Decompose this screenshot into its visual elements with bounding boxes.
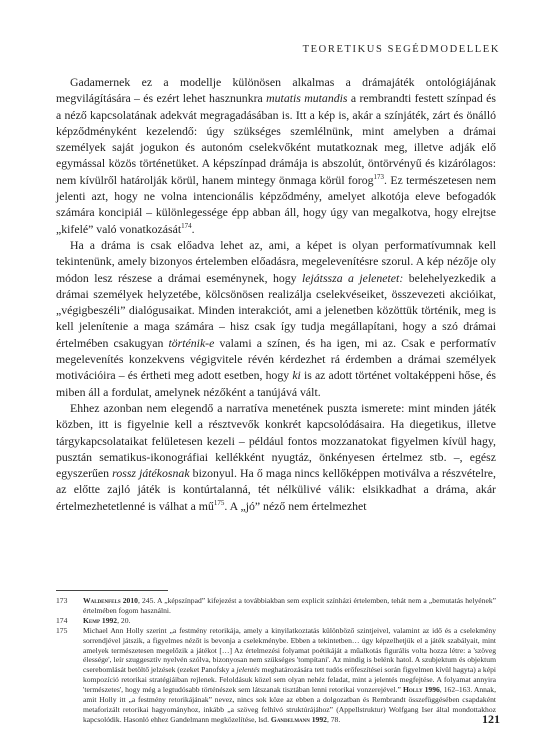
text-run: történik-e xyxy=(168,335,215,350)
text-run: . xyxy=(191,221,195,236)
running-header: TEORETIKUS SEGÉDMODELLEK xyxy=(302,44,500,55)
text-run: lejátssza a jelenetet: xyxy=(301,270,404,285)
text-run: Ehhez azonban nem elegendő a narratíva menetének puszta ismerete: mint minden játék közben, itt is figyelnie kell a résztvevők konkrét kapcsolódásaira. Ha diegetikus, illetve tárgykapcsolataikat felületesen kezeli – például fontos mozzanatokat figyelmen kívül hagy, pusztán sematikus-ikonográfiai kellékként nyugtáz, önkényesen értelmez stb. –, egész egyszerűen xyxy=(56,400,496,481)
footnote-ref: 173 xyxy=(373,172,385,181)
text-run: jelentés xyxy=(236,665,260,675)
text-run: mutatis mutandis xyxy=(266,91,348,106)
text-run: is az adott történet voltaképpeni hőse, és miben áll a fordulat, amelynek nézőként a tanújává vált. xyxy=(56,368,497,399)
citation: Holly 1996 xyxy=(402,685,440,695)
citation: Gandelmann 1992 xyxy=(270,714,327,724)
footnote xyxy=(56,596,496,616)
text-run: . Ez természetesen nem jelenti azt, hogy ne volna intencionális képződmény, amelyet alkotója eleve befogadók számára koncipiál – különlegessége épp abban áll, hogy úgy van megalkotva, hogy elrejtse „kifelé” való vonatkozását xyxy=(56,172,496,236)
text-run: belehelyezkedik a drámai személyek helyzetébe, kölcsönösen realizálja cselekvéseiket, összevezeti akcióikat, „végigbeszéli” dialógusaikat. Minden interakciót, ami a jelenetben közöttük történik, meg is kell jelenítenie a maga számára – hisz csak így tudja megállapítani, hogy a szó drámai értelmében csakugyan xyxy=(56,270,496,350)
footnote xyxy=(56,626,496,725)
footnote-text xyxy=(83,616,496,626)
text-run: bizonyul. Ha ő maga nincs kellőképpen motiválva a részvételre, az előtte zajló játék is kontúrtalanná, tét nélkülivé válik: elsikkadhat a dráma, akár értelmezhetetlenné is válhat a mű xyxy=(56,466,496,513)
footnote xyxy=(56,616,496,626)
footnote-number: 175 xyxy=(56,625,68,635)
text-run: , 162–163. Annak, amit Holly itt „a festmény retorikájának” nevez, nincs sok köze az ebben a dolgozatban és Rembrandt összefüggésében csapdaként metaforizált retorikai hagyományhoz, inkább „a szöveg felhívó struktúrájához” (Appellstruktur) Wolfgang Iser által mondottakhoz kapcsolódik. Hasonló ehhez Gandelmann megközelítése, lsd. xyxy=(83,685,496,724)
text-run: , 78. xyxy=(326,714,341,724)
footnote-ref: 174 xyxy=(181,221,192,230)
footnote-rule xyxy=(56,590,168,591)
text-run: Ha a dráma is csak előadva lehet az, ami, a képet is olyan performatívumnak kell tekintenünk, amely bizonyos értelemben előadásra, megelevenítésre szorul. A kép nézője oly módon lesz részese a drámai eseménynek, hogy xyxy=(56,237,496,285)
text-run: meghatározására tett tudós erőfeszítései során figyelmen kívül hagyta) a képi kompozíció retorikai stratégiáiban rejlenek. Feloldásuk közel sem olyan nehéz feladat, mint a jelentés megfejtése. A folyamat annyira 'természetes', hogy még a legtudósabb történészek sem látszanak tisztában lenni retorikai vonzerejével.” xyxy=(83,665,496,695)
text-run: Gadamernek ez a modellje különösen alkalmas a drámajáték ontológiájának megvilágítására – és ezért lehet hasznunkra xyxy=(56,75,496,106)
footnote-number: 174 xyxy=(56,615,68,625)
page-number: 121 xyxy=(482,712,500,726)
citation: Kemp 1992 xyxy=(83,615,118,625)
text-run: rossz játékosnak xyxy=(112,466,190,481)
footnote-number: 173 xyxy=(56,596,68,605)
paragraph xyxy=(56,74,496,237)
text-run: , 245. A „képszínpad” kifejezést a továbbiakban sem explicit színházi értelemben, tehát nem a „bemutatás helyének” értelmében fogom használni. xyxy=(83,596,496,615)
footnote-ref: 175 xyxy=(213,498,225,507)
footnote-text xyxy=(83,626,496,725)
footnotes xyxy=(56,596,496,725)
footnote-text xyxy=(83,596,496,616)
citation: Waldenfels 2010 xyxy=(83,596,138,605)
text-run: , 20. xyxy=(117,615,131,625)
text-run: valami a színen, és ha igen, mi az. Csak e performatív megelevenítés konzekvens végigvitele révén kérdezhet rá érdemben a drámai személyek motivációira – és értheti meg adott esetben, hogy xyxy=(56,335,496,383)
text-run: Michael Ann Holly szerint „a festmény retorikája, amely a kinyilatkoztatás különböző szintjeivel, valamint az idő és a cselekmény sorrendjével játszik, a figyelmes nézőt is bevonja a cselekménybe. Ebben a tekintetben… úgy képzelhetjük el a játék szabályait, mint amelyek természetesen megelőzik a játékot […] Az értelmezési folyamat poétikáját a műalkotás figurális volta hozza létre: a 'szöveg élessége', leír szuggesztív nyelvén szólva, bizonyosan nem szükséges 'tompítani'. Az mindig is belénk hatol. A szubjektum és objektum cserebomlását betöltő jelzések (ezeket Panofsky a xyxy=(83,625,496,675)
main-text xyxy=(56,74,496,514)
paragraph xyxy=(56,237,496,400)
text-run: a rembrandti festett színpad és a néző kapcsolatának adekvát megragadásában is. Itt a kép is, akár a színjáték, zárt és önálló képződményként kezelendő: úgy szükséges szemlélnünk, mint amelyben a drámai személyek saját jogukon és autonóm cselekvőként mutatkoznak meg, illetve adják elő egymással közös történetüket. A képszínpad drámája is abszolút, öntörvényű és kizárólagos: nem kívülről határolják körül, hanem mintegy önmaga körül forog xyxy=(56,91,496,187)
paragraph xyxy=(56,400,496,514)
text-run: . A „jó” néző nem értelmezhet xyxy=(224,498,367,513)
text-run: ki xyxy=(292,368,301,383)
